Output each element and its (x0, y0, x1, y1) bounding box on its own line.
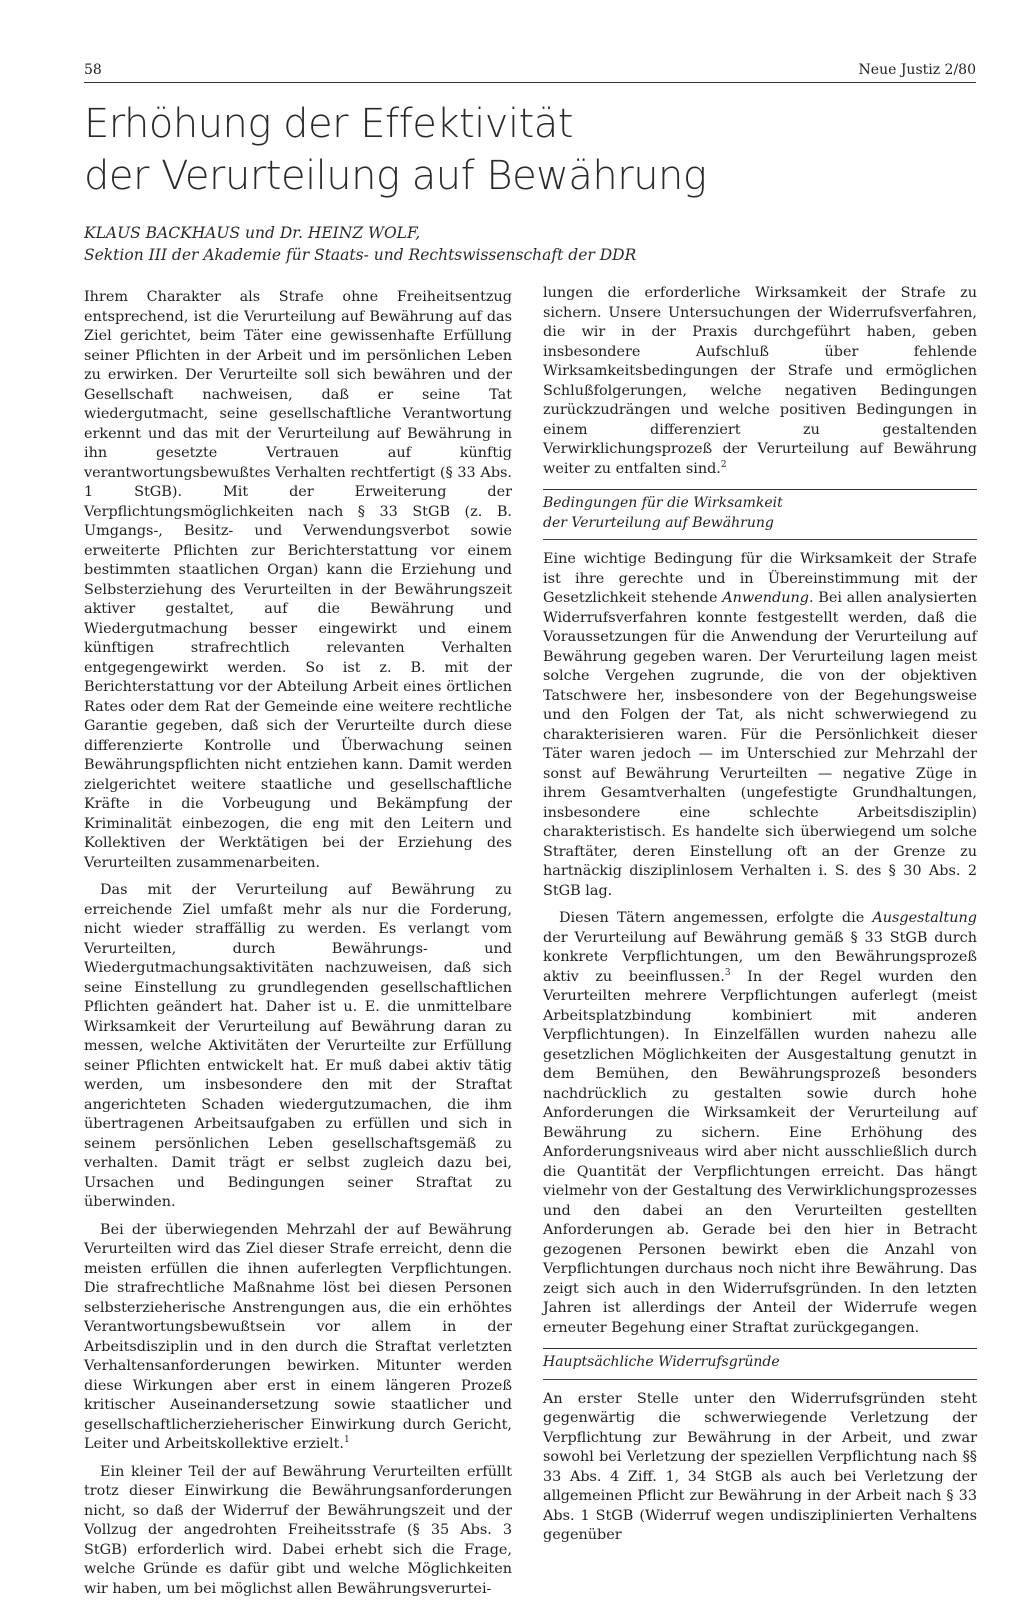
body-paragraph: An erster Stelle unter den Widerrufsgründen steht gegenwärtig die schwerwiegende Verletzung der Verpflichtung zur Bewährung in der Arbeit, und zwar sowohl bei Verletzung der speziellen Verpflichtung nach §§ 33 Abs. 4 Ziff. 1, 34 StGB als auch bei Verletzung der allgemeinen Pflicht zur Bewährung in der Arbeit nach § 33 Abs. 1 StGB (Widerruf wegen undisziplinierten Verhaltens gegenüber (543, 1390, 977, 1543)
running-header (84, 62, 976, 80)
section-rule-top (543, 1348, 977, 1349)
body-text: lungen die erforderliche Wirksamkeit der Strafe zu sichern. Unsere Untersuchungen der Widerrufsverfahren, die wir in der Praxis durchgeführt haben, geben insbesondere Aufschluß über fehlende Wirksamkeitsbedingungen der Strafe und ermöglichen Schlußfolgerungen, welche negativen Bedingungen zurückzudrängen und welche positiven Bedingungen in einem differenziert zu gestaltenden Verwirklichungsprozeß der Verurteilung auf Bewährung weiter zu entfalten sind. (543, 285, 977, 477)
author-names: KLAUS BACKHAUS und Dr. HEINZ WOLF, (84, 224, 421, 242)
body-text: In der Regel wurden den Verurteilten mehrere Verpflichtungen auferlegt (meist Arbeitsplatzbindung kombiniert mit anderen Verpflichtungen). In Einzelfällen wurden nahezu alle gesetzlichen Möglichkeiten der Ausgestaltung genutzt in dem Bemühen, den Bewährungsprozeß besonders nachdrücklich zu gestalten sowie durch hohe Anforderungen die Wirksamkeit der Verurteilung auf Bewährung zu sichern. Eine Erhöhung des Anforderungsniveaus wird aber nicht ausschließlich durch die Quantität der Verpflichtungen erreicht. Das hängt vielmehr von der Gestaltung des Verwirklichungsprozesses und den dabei an den Verurteilten gestellten Anforderungen ab. Gerade bei den hier in Betracht gezogenen Personen bewirkt eben die Anzahl von Verpflichtungen durchaus noch nicht ihre Bewährung. Das zeigt sich auch in den Widerrufsgründen. In den letzten Jahren ist allerdings der Anteil der Widerrufe wegen erneuter Begehung einer Straftat zurückgegangen. (543, 968, 977, 1336)
body-paragraph: Ein kleiner Teil der auf Bewährung Verurteilten erfüllt trotz dieser Einwirkung die Bewährungsanforderungen nicht, so daß der Widerruf der Bewährungszeit und der Vollzug der angedrohten Freiheitsstrafe (§ 35 Abs. 3 StGB) erforderlich wird. Dabei erhebt sich die Frage, welche Gründe es dafür gibt und welche Möglichkeiten wir haben, um bei möglichst allen Bewährungsverurtei- (84, 1463, 512, 1597)
body-paragraph (543, 284, 977, 479)
section-heading (543, 494, 977, 533)
emphasis-text: Ausgestaltung (872, 910, 977, 926)
body-text: Bei der überwiegenden Mehrzahl der auf Bewährung Verurteilten wird das Ziel dieser Strafe erreicht, denn die meisten erfüllen die ihnen auferlegten Verpflichtungen. Die strafrechtliche Maßnahme löst bei diesen Personen selbsterzieherische Anstrengungen aus, die ein erhöhtes Verantwortungsbewußtsein vor allem in der Arbeitsdisziplin und in den durch die Straftat verletzten Verhaltensanforderungen bewirken. Mitunter werden diese Wirkungen aber erst in einem längeren Prozeß kritischer Auseinandersetzung sowie staatlicher und gesellschaftlicherzieherischer Einwirkung durch Gericht, Leiter und Arbeitskollektive erzielt. (84, 1221, 512, 1452)
journal-reference: Neue Justiz 2/80 (858, 62, 976, 78)
footnote-marker: 2 (720, 459, 727, 470)
body-text: Eine wichtige Bedingung für die Wirksamkeit der Strafe ist ihre gerechte und in Übereinstimmung mit der Gesetzlichkeit stehende (543, 551, 977, 606)
body-paragraph: Das mit der Verurteilung auf Bewährung zu erreichende Ziel umfaßt mehr als nur die Forderung, nicht wieder straffällig zu werden. Es verlangt vom Verurteilten, durch Bewährungs- und Wiedergutmachungsaktivitäten nachzuweisen, daß sich seine Einstellung zu grundlegenden gesellschaftlichen Pflichten geändert hat. Daher ist u. E. die unmittelbare Wirksamkeit der Verurteilung auf Bewährung daran zu messen, welche Aktivitäten der Verurteilte zur Erfüllung seiner Pflichten entwickelt hat. Er muß dabei aktiv tätig werden, um insbesondere den mit der Straftat angerichteten Schaden wiedergutzumachen, die ihm übertragenen Arbeitsaufgaben zu erfüllen und sich in seinem persönlichen Leben gesellschaftsgemäß zu verhalten. Damit trägt er selbst zugleich dazu bei, Ursachen und Bedingungen seiner Straftat zu überwinden. (84, 882, 512, 1210)
body-text: Diesen Tätern angemessen, erfolgte die (559, 910, 873, 926)
right-column (543, 284, 977, 1554)
body-paragraph (84, 1221, 512, 1455)
body-paragraph (543, 909, 977, 1338)
header-rule (84, 82, 976, 83)
body-paragraph (543, 550, 977, 901)
section-rule-bottom (543, 1379, 977, 1380)
author-affiliation: Sektion III der Akademie für Staats- und Rechtswissenschaft der DDR (84, 246, 637, 264)
emphasis-text: Anwendung. (722, 590, 814, 606)
left-column (84, 288, 512, 1607)
section-heading: Hauptsächliche Widerrufsgründe (543, 1354, 780, 1370)
footnote-marker: 1 (344, 1435, 350, 1446)
section-rule-bottom (543, 539, 977, 540)
article-title (84, 98, 784, 202)
section-heading-line-1: Bedingungen für die Wirksamkeit (543, 495, 783, 511)
page-number: 58 (84, 62, 102, 78)
section-heading-line-2: der Verurteilung auf Bewährung (543, 514, 774, 531)
body-text: Bei allen analysierten Widerrufsverfahren konnte festgestellt werden, daß die Voraussetzungen für die Anwendung der Verurteilung auf Bewährung gegeben waren. Der Verurteilung lagen meist solche Vergehen zugrunde, die von der objektiven Tatschwere her, insbesondere von der Begehungsweise und den Folgen der Tat, als nicht schwerwiegend zu charakterisieren waren. Für die Persönlichkeit dieser Täter waren jedoch — im Unterschied zur Mehrzahl der sonst auf Bewährung Verurteilten — negative Züge in ihrem Gesamtverhalten (ungefestigte Grundhaltungen, insbesondere eine schlechte Arbeitsdisziplin) charakteristisch. Es handelte sich überwiegend um solche Straftäter, deren Einstellung oft an der Grenze zu hartnäckig disziplinlosem Verhalten i. S. des § 30 Abs. 2 StGB lag. (543, 590, 977, 899)
body-text: der Verurteilung auf Bewährung gemäß § 33 StGB durch konkrete Verpflichtungen, um den Bewährungsprozeß aktiv zu beeinflussen. (543, 929, 977, 985)
body-paragraph: Ihrem Charakter als Strafe ohne Freiheitsentzug entsprechend, ist die Verurteilung auf Bewährung auf das Ziel gerichtet, beim Täter eine gewissenhafte Erfüllung seiner Pflichten in der Arbeit und im persönlichen Leben zu erwirken. Der Verurteilte soll sich bewähren und der Gesellschaft nachweisen, daß er seine Tat wiedergutmacht, seine gesellschaftliche Verantwortung erkennt und das mit der Verurteilung auf Bewährung in ihn gesetzte Vertrauen auf künftig verantwortungsbewußtes Verhalten rechtfertigt (§ 33 Abs. 1 StGB). Mit der Erweiterung der Verpflichtungsmöglichkeiten nach § 33 StGB (z. B. Umgangs-, Besitz- und Verwendungsverbot sowie erweiterte Pflichten zur Berichterstattung vor einem bestimmten staatlichen Organ) kann die Erziehung und Selbsterziehung des Verurteilten in der Bewährungszeit aktiver gestaltet, auf die Bewährung und Wiedergutmachung besser eingewirkt und einem künftigen strafrechtlich relevanten Verhalten entgegengewirkt werden. So ist z. B. mit der Berichterstattung vor der Abteilung Arbeit eines örtlichen Rates oder dem Rat der Gemeinde eine weitere rechtliche Garantie gegeben, daß sich der Verurteilte durch diese differenzierte Kontrolle und Überwachung seinen Bewährungspflichten nicht entziehen kann. Damit werden zielgerichtet weitere staatliche und gesellschaftliche Kräfte in die Vorbeugung und Bekämpfung der Kriminalität einbezogen, die eng mit den Leitern und Kollektiven der Werktätigen bei der Erziehung des Verurteilten zusammenarbeiten. (84, 289, 512, 871)
author-block (84, 222, 964, 266)
article-title-line-1: Erhöhung der Effektivität (84, 101, 573, 147)
article-title-line-2: der Verurteilung auf Bewährung (84, 153, 707, 199)
section-rule-top (543, 489, 977, 490)
footnote-marker: 3 (724, 967, 731, 978)
